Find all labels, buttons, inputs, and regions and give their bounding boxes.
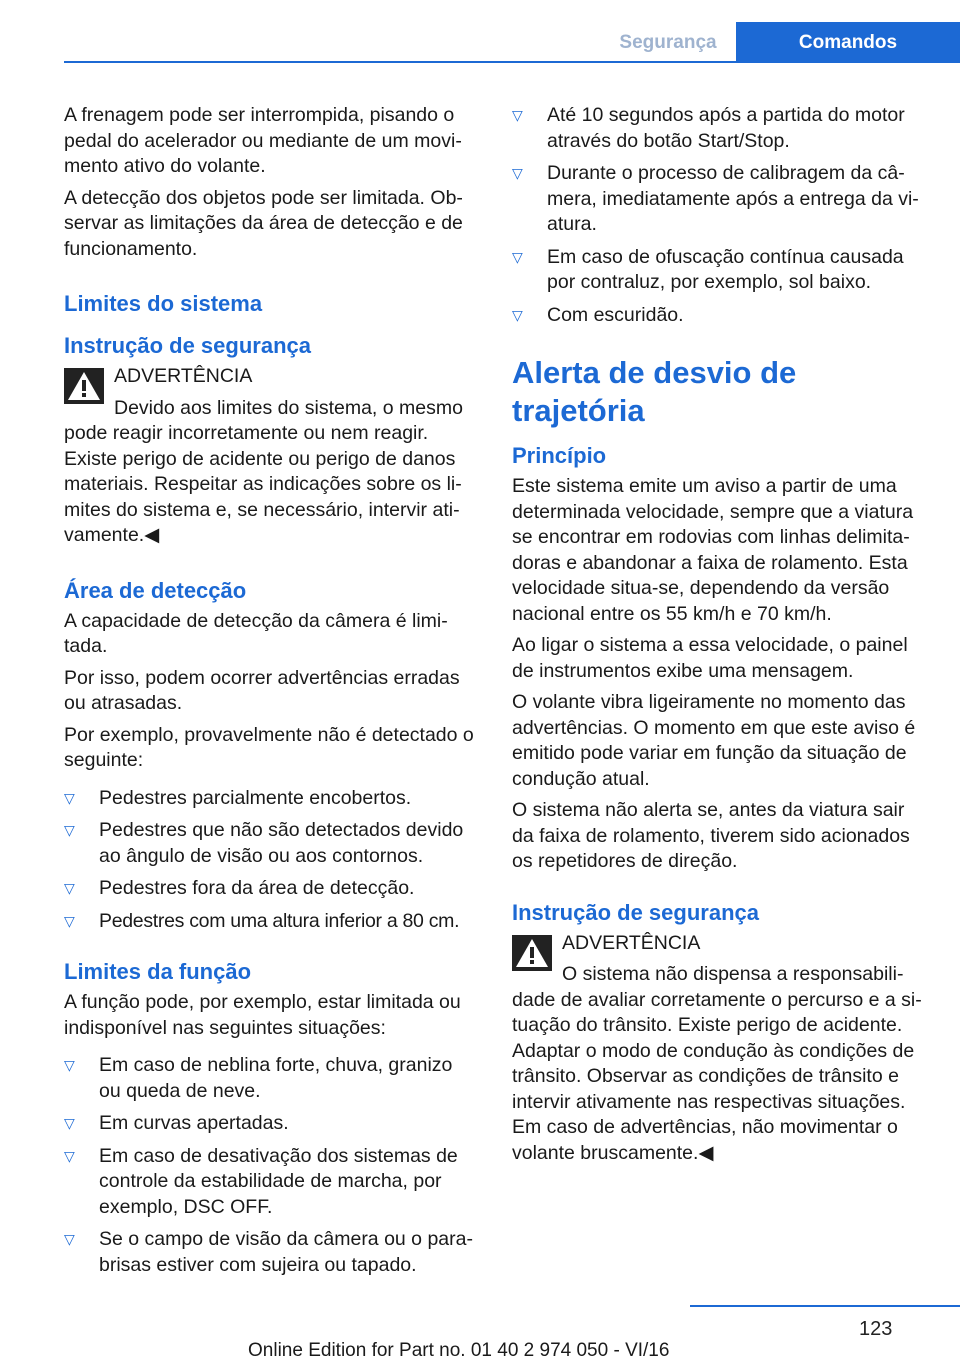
function-paragraph: A função pode, por exemplo, estar limitada ou indisponível nas seguintes situações: (64, 991, 461, 1039)
triangle-bullet-icon: ▽ (512, 248, 523, 265)
area-paragraph-1: A capacidade de detecção da câmera é limitada. (64, 609, 448, 657)
triangle-bullet-icon: ▽ (64, 880, 75, 896)
situation-list (512, 103, 924, 328)
page-number: 123 (859, 1318, 893, 1340)
warning-title: ADVERTÊNCIA (562, 931, 701, 954)
list-item: ▽ Pedestres que não são detectados devido ao ângulo de visão ou aos contornos. (64, 819, 464, 867)
right-column (512, 103, 924, 1172)
intro-paragraph-2: A detecção dos objetos pode ser limitada. Observar as limitações da área de detecção e de funcionamento. (64, 186, 463, 260)
warning-block (64, 364, 476, 549)
principle-paragraph-3: O volante vibra ligeiramente no momento das advertências. O momento em que este aviso é emitido pode variar em função da situação de condução atual. (512, 691, 916, 790)
area-paragraph-3: Por exemplo, provavelmente não é detectado o seguinte: (64, 723, 474, 771)
triangle-bullet-icon: ▽ (64, 1231, 75, 1247)
triangle-bullet-icon: ▽ (64, 912, 75, 929)
intro-paragraph-1: A frenagem pode ser interrompida, pisando o pedal do acelerador ou mediante de um movimento ativo do volante. (64, 104, 462, 177)
triangle-bullet-icon: ▽ (64, 1115, 75, 1131)
principle-paragraph-2: Ao ligar o sistema a essa velocidade, o painel de instrumentos exibe uma mensagem. (512, 634, 908, 682)
list-item: ▽ Em caso de ofuscação contínua causada por contraluz, por exemplo, sol baixo. (512, 245, 904, 293)
list-item: ▽ Em caso de desativação dos sistemas de controle da estabilidade de marcha, por exemplo, DSC OFF. (64, 1144, 458, 1218)
function-list (64, 1053, 476, 1278)
warning-title: ADVERTÊNCIA (114, 365, 253, 387)
list-item: ▽ Pedestres com uma altura inferior a 80 cm. (64, 909, 476, 935)
heading-lane-departure-warning: Alerta de desvio de trajetória (512, 355, 797, 428)
list-item: ▽ Em curvas apertadas. (64, 1111, 476, 1137)
header-tab-active[interactable]: Comandos (736, 22, 960, 63)
warning-icon (512, 935, 552, 971)
warning-block (512, 931, 924, 1167)
area-paragraph-2: Por isso, podem ocorrer advertências erradas ou atrasadas. (64, 666, 460, 714)
left-column (64, 103, 476, 1285)
heading-principle: Princípio (512, 443, 607, 468)
list-item: ▽ Pedestres parcialmente encobertos. (64, 786, 476, 812)
heading-detection-area: Área de detecção (64, 577, 247, 603)
list-item: ▽ Até 10 segundos após a partida do motor através do botão Start/Stop. (512, 104, 905, 152)
area-list (64, 786, 476, 935)
principle-paragraph-1: Este sistema emite um aviso a partir de uma determinada velocidade, sempre que a viatura se encontrar em rodovias com linhas delimitadoras e abandonar a faixa de rolamento. Esta velocidade situa-se, dependendo da versão nacional entre os 55 km/h e 70 km/h. (512, 475, 914, 625)
edition-note: Online Edition for Part no. 01 40 2 974 050 - VI/16 (248, 1340, 670, 1361)
heading-function-limits: Limites da função (64, 959, 252, 984)
principle-paragraph-4: O sistema não alerta se, antes da viatura sair da faixa de rolamento, tiverem sido acionados os repetidores de direção. (512, 799, 910, 872)
heading-safety-instruction: Instrução de segurança (512, 899, 759, 925)
list-item: ▽ Durante o processo de calibragem da câmera, imediatamente após a entrega da viatura. (512, 162, 919, 235)
header-tab-section[interactable]: Segurança (619, 32, 717, 53)
triangle-bullet-icon: ▽ (512, 107, 523, 123)
triangle-bullet-icon: ▽ (64, 1147, 75, 1164)
warning-body: Devido aos limites do sistema, o mesmo pode reagir incorretamente ou nem reagir. Existe perigo de acidente ou perigo de danos materiais. Respeitar as indicações sobre os limites do sistema e, se necessário, intervir ativamente.◀ (64, 396, 463, 546)
triangle-bullet-icon: ▽ (64, 822, 75, 838)
list-item: ▽ Pedestres fora da área de detecção. (64, 876, 476, 902)
warning-body: O sistema não dispensa a responsabilidade de avaliar corretamente o percurso e a situação do trânsito. Existe perigo de acidente. Adaptar o modo de condução às condições de trânsito. Observar as condições de trânsito e intervir ativamente nas respectivas situações. Em caso de advertências, não movimentar o volante bruscamente.◀ (512, 963, 922, 1164)
triangle-bullet-icon: ▽ (512, 165, 523, 181)
triangle-bullet-icon: ▽ (64, 789, 75, 806)
list-item: ▽ Com escuridão. (512, 303, 924, 329)
list-item: ▽ Em caso de neblina forte, chuva, granizo ou queda de neve. (64, 1054, 453, 1102)
warning-icon (64, 368, 104, 404)
heading-system-limits: Limites do sistema (64, 291, 263, 316)
triangle-bullet-icon: ▽ (512, 306, 523, 323)
heading-safety-instruction: Instrução de segurança (64, 333, 311, 358)
triangle-bullet-icon: ▽ (64, 1057, 75, 1073)
list-item: ▽ Se o campo de visão da câmera ou o para-brisas estiver com sujeira ou tapado. (64, 1228, 473, 1276)
footer-rule (690, 1305, 960, 1307)
